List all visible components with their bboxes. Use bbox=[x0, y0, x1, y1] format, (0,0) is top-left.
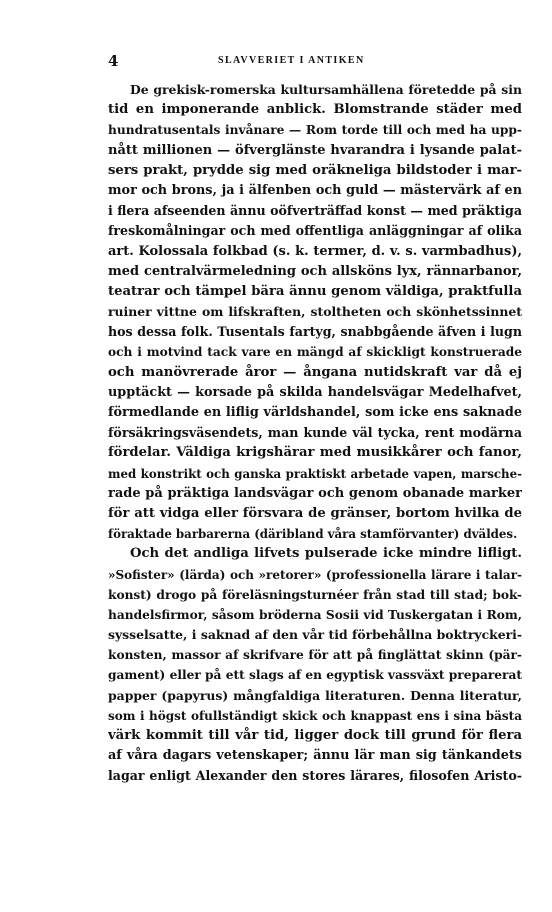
text-line: freskomålningar och med offentliga anläggningar af olika bbox=[108, 223, 522, 239]
text-line: för att vidga eller försvara de gränser, bortom hvilka de bbox=[108, 505, 522, 521]
text-line: försäkringsväsendets, man kunde väl tycka, rent modärna bbox=[108, 425, 522, 441]
text-line: af våra dagars vetenskaper; ännu lär man sig tänkandets bbox=[108, 748, 522, 764]
page-header bbox=[108, 52, 522, 72]
text-line: teatrar och tämpel bära ännu genom väldiga, praktfulla bbox=[108, 283, 522, 299]
text-line: föraktade barbarerna (däribland våra stamförvanter) dväldes. bbox=[108, 527, 518, 542]
text-line: värk kommit till vår tid, ligger dock till grund för flera bbox=[108, 728, 522, 743]
text-line: lagar enligt Alexander den stores lärares, filosofen Aristo- bbox=[108, 768, 522, 784]
text-line: och i motvind tack vare en mängd af skickligt konstruerade bbox=[108, 345, 522, 360]
text-line: handelsfirmor, såsom bröderna Sosii vid Tuskergatan i Rom, bbox=[108, 607, 522, 622]
page-number: 4 bbox=[108, 52, 119, 70]
text-line: som i högst ofullständigt skick och knappast ens i sina bästa bbox=[108, 708, 522, 723]
text-line: med konstrikt och ganska praktiskt arbetade vapen, marsche- bbox=[108, 466, 522, 481]
text-line: Och det andliga lifvets pulserade icke mindre lifligt. bbox=[130, 546, 522, 562]
running-head: SLAVVERIET I ANTIKEN bbox=[218, 55, 365, 66]
text-line: konst) drogo på föreläsningsturnéer från stad till stad; bok- bbox=[108, 587, 522, 602]
text-line: konsten, massor af skrifvare för att på finglättat skinn (pär- bbox=[108, 648, 522, 663]
text-line: art. Kolossala folkbad (s. k. termer, d. v. s. varmbadhus), bbox=[108, 243, 522, 259]
text-line: fördelar. Väldiga krigshärar med musikkårer och fanor, bbox=[108, 445, 522, 461]
text-line: i flera afseenden ännu oöfverträffad konst — med präktiga bbox=[108, 203, 522, 219]
text-line: gament) eller på ett slags af en egyptisk vassväxt preparerat bbox=[108, 668, 522, 683]
text-line: sers prakt, prydde sig med oräkneliga bildstoder i mar- bbox=[108, 162, 522, 178]
body-text bbox=[108, 80, 522, 787]
text-line: och manövrerade åror — ångana nutidskraft var då ej bbox=[108, 364, 522, 380]
text-line: upptäckt — korsade på skilda handelsvägar Medelhafvet, bbox=[108, 384, 522, 400]
text-line: hundratusentals invånare — Rom torde till och med ha upp- bbox=[108, 123, 522, 138]
text-line: ruiner vittne om lifskraften, stoltheten och skönhetssinnet bbox=[108, 304, 522, 320]
text-line: rade på präktiga landsvägar och genom obanade marker bbox=[108, 485, 522, 501]
text-line: tid en imponerande anblick. Blomstrande städer med bbox=[108, 102, 522, 118]
text-line: papper (papyrus) mångfaldiga literaturen. Denna literatur, bbox=[108, 687, 522, 703]
text-line: med centralvärmeledning och allsköns lyx, rännarbanor, bbox=[108, 263, 522, 279]
text-line: »Sofister» (lärda) och »retorer» (professionella lärare i talar- bbox=[108, 567, 522, 582]
text-line: De grekisk-romerska kultursamhällena företedde på sin bbox=[130, 82, 522, 97]
text-line: sysselsatte, i saknad af den vår tid förbehållna boktryckeri- bbox=[108, 627, 522, 643]
text-line: mor och brons, ja i älfenben och guld — mästervärk af en bbox=[108, 182, 522, 198]
text-line: förmedlande en liflig världshandel, som icke ens saknade bbox=[108, 405, 522, 420]
text-line: hos dessa folk. Tusentals fartyg, snabbgående äfven i lugn bbox=[108, 324, 522, 340]
text-line: nått millionen — öfverglänste hvarandra i lysande palat- bbox=[108, 142, 522, 158]
